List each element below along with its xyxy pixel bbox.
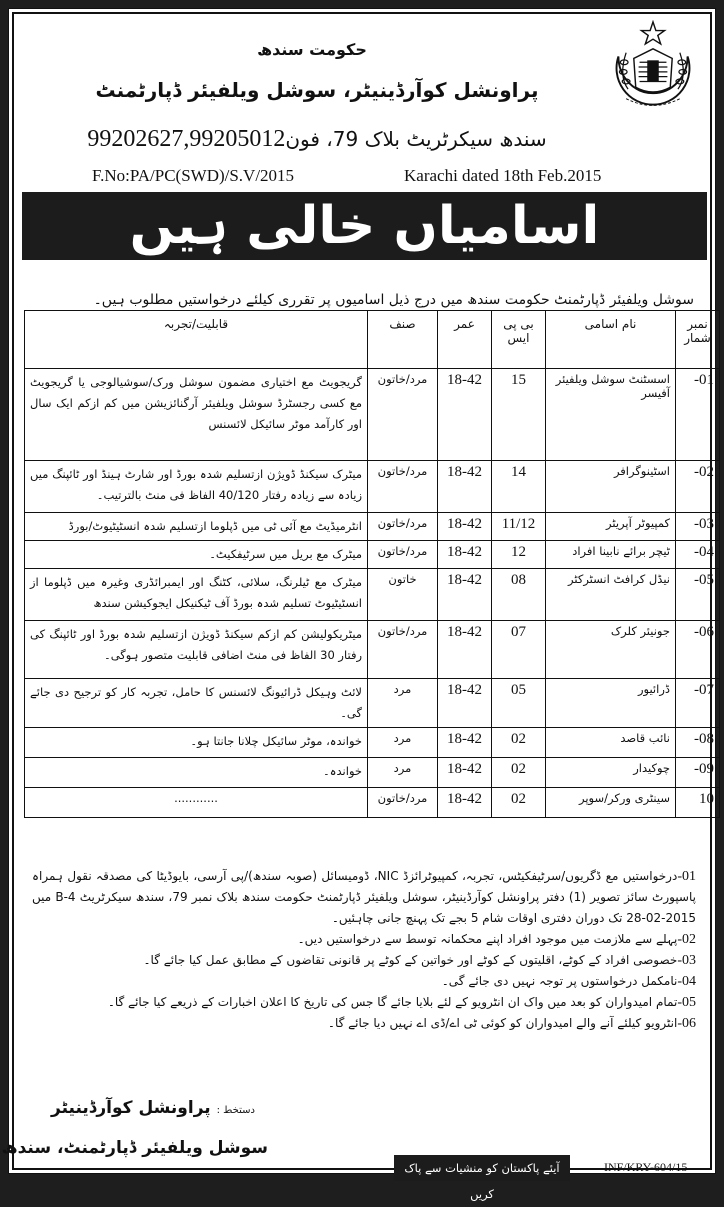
reference-code: INF/KRY-604/15 <box>604 1160 688 1174</box>
table-row <box>25 569 720 621</box>
age-cell: 18-42 <box>438 679 492 728</box>
gender-cell: مرد <box>368 758 438 788</box>
department-title: پراونشل کوآرڈینیٹر، سوشل ویلفیئر ڈپارٹمنٹ <box>95 78 539 102</box>
gender-cell: مرد/خاتون <box>368 541 438 569</box>
qualification-cell: میٹرک مع ٹیلرنگ، سلائی، کٹنگ اور ایمبرائڈری وغیرہ میں ڈپلوما از انسٹیٹیوٹ تسلیم شدہ بورڈ آف ٹیکنیکل ایجوکیشن سندھ <box>25 569 368 621</box>
phone-numbers: 99202627,99205012 <box>87 126 286 152</box>
address-text: سندھ سیکرٹریٹ بلاک 79، فون <box>285 127 547 151</box>
post-cell: ٹیچر برائے نابینا افراد <box>546 541 676 569</box>
serial-cell: 06- <box>676 621 720 679</box>
bps-cell: 08 <box>492 569 546 621</box>
signature-department: سوشل ویلفیئر ڈپارٹمنٹ، سندھ <box>1 1138 268 1158</box>
qualification-cell: خواندہ۔ <box>25 758 368 788</box>
serial-cell: 03- <box>676 513 720 541</box>
bps-cell: 11/12 <box>492 513 546 541</box>
age-cell: 18-42 <box>438 621 492 679</box>
gender-cell: مرد <box>368 679 438 728</box>
header-serial: نمبر شمار <box>676 311 720 369</box>
header-age: عمر <box>438 311 492 369</box>
note-item: 03-خصوصی افراد کے کوٹے، اقلیتوں کے کوٹے اور خواتین کے کوٹے پر قانونی تقاضوں کے مطابق عمل کیا جائے گا۔ <box>143 953 696 968</box>
gender-cell: مرد/خاتون <box>368 461 438 513</box>
note-item: 04-نامکمل درخواستوں پر توجہ نہیں دی جائے گی۔ <box>441 974 696 989</box>
serial-cell: 04- <box>676 541 720 569</box>
gender-cell: مرد/خاتون <box>368 788 438 818</box>
gender-cell: مرد <box>368 728 438 758</box>
age-cell: 18-42 <box>438 569 492 621</box>
table-row <box>25 621 720 679</box>
table-row <box>25 461 720 513</box>
intro-text: سوشل ویلفیئر ڈپارٹمنٹ حکومت سندھ میں درج ذیل اسامیوں پر تقرری کیلئے درخواستیں مطلوب ہیں۔ <box>93 292 694 308</box>
age-cell: 18-42 <box>438 788 492 818</box>
bps-cell: 07 <box>492 621 546 679</box>
gender-cell: خاتون <box>368 569 438 621</box>
post-cell: اسسٹنٹ سوشل ویلفیئر آفیسر <box>546 369 676 461</box>
advertisement-page <box>1 8 716 1201</box>
table-row <box>25 728 720 758</box>
serial-cell: 02- <box>676 461 720 513</box>
post-cell: اسٹینوگرافر <box>546 461 676 513</box>
file-number: F.No:PA/PC(SWD)/S.V/2015 <box>92 166 295 185</box>
table-row <box>25 513 720 541</box>
date-line: Karachi dated 18th Feb.2015 <box>404 166 602 185</box>
note-item: 01-درخواستیں مع ڈگریوں/سرٹیفکیٹس، تجربہ، کمپیوٹرائزڈ NIC، ڈومیسائل (صوبہ سندھ)/پی آرسی، بایوڈیٹا کی مصدقہ نقول ہمراہ پاسپورٹ سائز تصویر (1) دفتر پراونشل کوآرڈینیٹر، سوشل ویلفیئر ڈپارٹمنٹ حکومت سندھ بلاک نمبر 79، سندھ سیکرٹریٹ B-4 میں 2015-02-28 تک دوران دفتری اوقات شام 5 بجے تک پہنچ جانی چاہئیں۔ <box>32 869 696 925</box>
qualification-cell: ............ <box>25 788 368 818</box>
note-item: 06-انٹرویو کیلئے آنے والے امیدواران کو کوئی ٹی اے/ڈی اے نہیں دیا جائے گا۔ <box>327 1016 696 1031</box>
qualification-cell: خواندہ، موٹر سائیکل چلانا جانتا ہو۔ <box>25 728 368 758</box>
bps-cell: 14 <box>492 461 546 513</box>
post-cell: سینٹری ورکر/سوپر <box>546 788 676 818</box>
serial-cell: 09- <box>676 758 720 788</box>
qualification-cell: میٹرک سیکنڈ ڈویژن ازتسلیم شدہ بورڈ اور شارٹ ہینڈ اور ٹائپنگ میں زیادہ سے زیادہ رفتار 40/120 الفاظ فی منٹ بالترتیب۔ <box>25 461 368 513</box>
header-gender: صنف <box>368 311 438 369</box>
vacancies-table <box>24 310 720 818</box>
table-row <box>25 369 720 461</box>
serial-cell: 08- <box>676 728 720 758</box>
post-cell: جونیئر کلرک <box>546 621 676 679</box>
table-row <box>25 679 720 728</box>
anti-drug-slogan: آیئے پاکستان کو منشیات سے پاک کریں <box>394 1155 570 1181</box>
qualification-cell: لائٹ وہیکل ڈرائیونگ لائسنس کا حامل، تجربہ کار کو ترجیح دی جائے گی۔ <box>25 679 368 728</box>
age-cell: 18-42 <box>438 758 492 788</box>
notes-section <box>32 866 696 1034</box>
signature-block <box>1 1098 268 1158</box>
qualification-cell: انٹرمیڈیٹ مع آئی ٹی میں ڈپلوما ازتسلیم شدہ انسٹیٹیوٹ/بورڈ <box>25 513 368 541</box>
qualification-cell: گریجویٹ مع اختیاری مضمون سوشل ورک/سوشیالوجی یا گریجویٹ مع کسی رجسٹرڈ سوشل ویلفیئر آرگنائزیشن میں کم ازکم ایک سال اور کارآمد موٹر سائیکل لائسنس <box>25 369 368 461</box>
header-qualification: قابلیت/تجربہ <box>25 311 368 369</box>
age-cell: 18-42 <box>438 513 492 541</box>
age-cell: 18-42 <box>438 369 492 461</box>
table-header-row <box>25 311 720 369</box>
header-post: نام اسامی <box>546 311 676 369</box>
vacancies-banner: اسامیاں خالی ہیں <box>22 192 707 260</box>
age-cell: 18-42 <box>438 728 492 758</box>
serial-cell: 07- <box>676 679 720 728</box>
serial-cell: 10 <box>676 788 720 818</box>
bps-cell: 02 <box>492 788 546 818</box>
bps-cell: 02 <box>492 728 546 758</box>
post-cell: چوکیدار <box>546 758 676 788</box>
government-title: حکومت سندھ <box>257 40 367 59</box>
note-item: 02-پہلے سے ملازمت میں موجود افراد اپنے محکمانہ توسط سے درخواستیں دیں۔ <box>297 932 696 947</box>
bps-cell: 15 <box>492 369 546 461</box>
bps-cell: 05 <box>492 679 546 728</box>
table-row <box>25 758 720 788</box>
page-border <box>1 12 714 1201</box>
age-cell: 18-42 <box>438 541 492 569</box>
header-bps: بی پی ایس <box>492 311 546 369</box>
serial-cell: 01- <box>676 369 720 461</box>
table-row <box>25 541 720 569</box>
gender-cell: مرد/خاتون <box>368 621 438 679</box>
post-cell: نائب قاصد <box>546 728 676 758</box>
bps-cell: 02 <box>492 758 546 788</box>
address-line <box>54 126 580 153</box>
post-cell: ڈرائیور <box>546 679 676 728</box>
serial-cell: 05- <box>676 569 720 621</box>
post-cell: نیڈل کرافٹ انسٹرکٹر <box>546 569 676 621</box>
bps-cell: 12 <box>492 541 546 569</box>
gender-cell: مرد/خاتون <box>368 369 438 461</box>
sindh-emblem-icon <box>604 20 702 116</box>
post-cell: کمپیوٹر آپریٹر <box>546 513 676 541</box>
note-item: 05-تمام امیدواران کو بعد میں واک ان انٹرویو کے لئے بلایا جائے گا جس کی تاریخ کا اعلان اخبارات کے ذریعے کیا جائے گا۔ <box>107 995 696 1010</box>
signature-title-line: دستخط : پراونشل کوآرڈینیٹر <box>51 1098 255 1118</box>
qualification-cell: میٹرک مع بریل میں سرٹیفکیٹ۔ <box>25 541 368 569</box>
gender-cell: مرد/خاتون <box>368 513 438 541</box>
table-row <box>25 788 720 818</box>
qualification-cell: میٹریکولیشن کم ازکم سیکنڈ ڈویژن ازتسلیم شدہ بورڈ اور ٹائپنگ کی رفتار 30 الفاظ فی منٹ اضافی قابلیت متصور ہوگی۔ <box>25 621 368 679</box>
age-cell: 18-42 <box>438 461 492 513</box>
